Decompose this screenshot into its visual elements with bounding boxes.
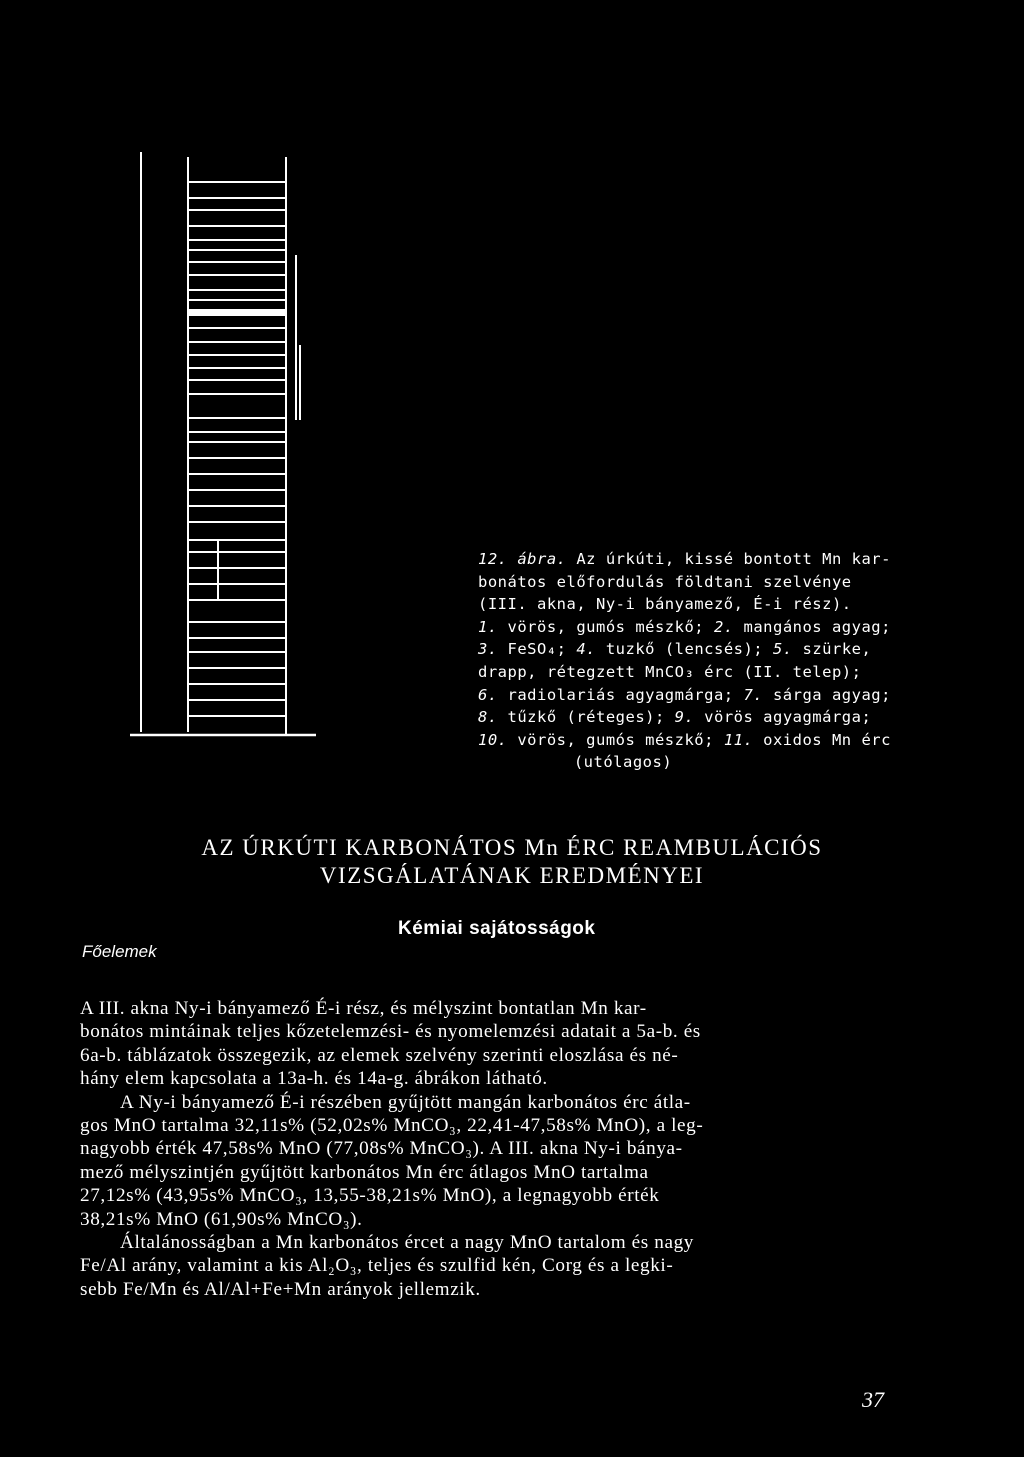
body-line: 38,21s% MnO (61,90s% MnCO₃). [80,1208,363,1230]
caption-line: drapp, rétegzett MnCO₃ érc (II. telep); [478,662,862,681]
caption-line: 1. vörös, gumós mészkő; 2. mangános agyag; [478,617,891,636]
caption-line: 10. vörös, gumós mészkő; 11. oxidos Mn érc [478,730,891,749]
page-number: 37 [862,1387,884,1412]
body-line: hány elem kapcsolata a 13a-h. és 14a-g. ábrákon látható. [80,1068,548,1090]
geological-section-figure [0,0,460,760]
ore-band [188,309,286,315]
body-line: A Ny-i bányamező É-i részében gyűjtött mangán karbonátos érc átla- [120,1091,691,1113]
body-line: sebb Fe/Mn és Al/Al+Fe+Mn arányok jellemzik. [80,1278,481,1300]
section-heading-line-2: VIZSGÁLATÁNAK EREDMÉNYEI [319,863,705,888]
body-text [80,997,960,1301]
body-line: bonátos mintáinak teljes kőzetelemzési- és nyomelemzési adatait a 5a-b. és [80,1021,701,1043]
body-line: Általánosságban a Mn karbonátos ércet a nagy MnO tartalom és nagy [120,1232,694,1254]
figure-caption [478,548,978,774]
caption-line: (III. akna, Ny-i bányamező, É-i rész). [478,595,852,614]
body-line: A III. akna Ny-i bányamező É-i rész, és mélyszint bontatlan Mn kar- [80,998,647,1019]
body-line: gos MnO tartalma 32,11s% (52,02s% MnCO₃, 22,41-47,58s% MnO), a leg- [80,1115,704,1137]
side-label: Főelemek [82,942,157,961]
caption-line: (utólagos) [573,753,673,772]
layer-lines [141,182,286,735]
body-line: 6a-b. táblázatok összegezik, az elemek szelvény szerinti eloszlása és né- [80,1044,679,1066]
caption-line: 3. FeSO₄; 4. tuzkő (lencsés); 5. szürke, [478,640,872,659]
subheading: Kémiai sajátosságok [398,918,596,939]
caption-line: 8. tűzkő (réteges); 9. vörös agyagmárga; [478,708,872,727]
section-heading-line-1: AZ ÚRKÚTI KARBONÁTOS Mn ÉRC REAMBULÁCIÓS [201,835,823,860]
body-line: mező mélyszintjén gyűjtött karbonátos Mn érc átlagos MnO tartalma [80,1161,649,1183]
caption-line: 6. radiolariás agyagmárga; 7. sárga agyag; [478,685,891,704]
body-line: nagyobb érték 47,58s% MnO (77,08s% MnCO₃). A III. akna Ny-i bánya- [80,1138,683,1160]
body-line: 27,12s% (43,95s% MnCO₃, 13,55-38,21s% MnO), a legnagyobb érték [80,1185,660,1207]
body-line: Fe/Al arány, valamint a kis Al₂O₃, teljes és szulfid kén, Corg és a legki- [80,1255,674,1277]
caption-line: 12. ábra. Az úrkúti, kissé bontott Mn kar- [478,550,891,568]
caption-line: bonátos előfordulás földtani szelvénye [478,572,852,591]
